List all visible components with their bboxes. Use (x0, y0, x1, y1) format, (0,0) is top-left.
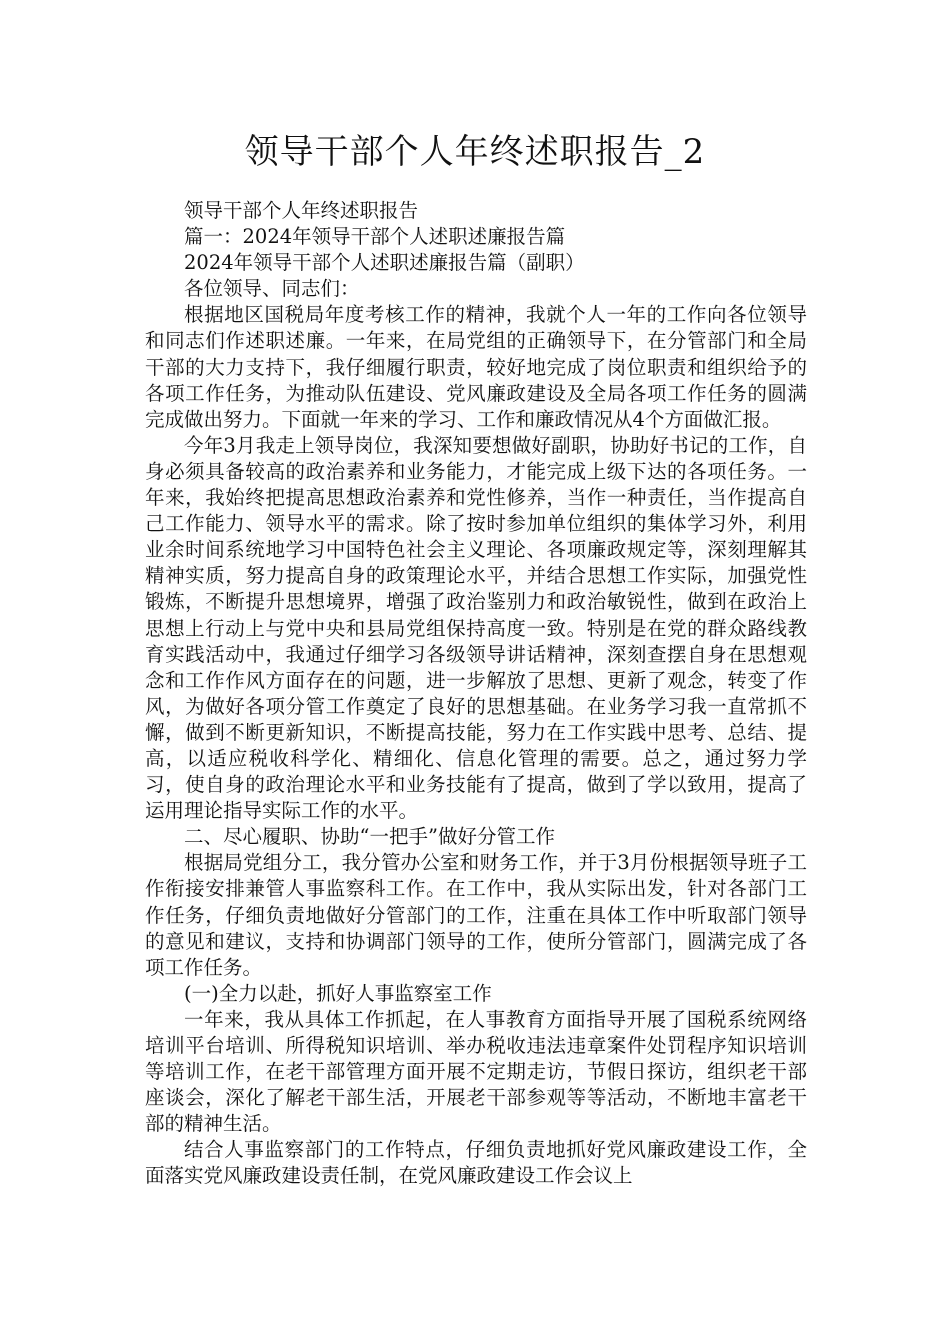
paragraph: 根据局党组分工，我分管办公室和财务工作，并于3月份根据领导班子工作衔接安排兼管人事监察科工作。在工作中，我从实际出发，针对各部门工作任务，仔细负责地做好分管部门的工作，注重在具体工作中听取部门领导的意见和建议，支持和协调部门领导的工作，使所分管部门，圆满完成了各项工作任务。 (145, 851, 807, 979)
paragraph: 今年3月我走上领导岗位，我深知要想做好副职，协助好书记的工作，自身必须具备较高的政治素养和业务能力，才能完成上级下达的各项任务。一年来，我始终把提高思想政治素养和党性修养，当作一种责任，当作提高自己工作能力、领导水平的需求。除了按时参加单位组织的集体学习外，利用业余时间系统地学习中国特色社会主义理论、各项廉政规定等，深刻理解其精神实质，努力提高自身的政策理论水平，并结合思想工作实际，加强党性锻炼，不断提升思想境界，增强了政治鉴别力和政治敏锐性，做到在政治上思想上行动上与党中央和县局党组保持高度一致。特别是在党的群众路线教育实践活动中，我通过仔细学习各级领导讲话精神，深刻查摆自身在思想观念和工作作风方面存在的问题，进一步解放了思想、更新了观念，转变了作风，为做好各项分管工作奠定了良好的思想基础。在业务学习我一直常抓不懈，做到不断更新知识，不断提高技能，努力在工作实践中思考、总结、提高，以适应税收科学化、精细化、信息化管理的需要。总之，通过努力学习，使自身的政治理论水平和业务技能有了提高，做到了学以致用，提高了运用理论指导实际工作的水平。 (145, 433, 807, 823)
paragraph: 各位领导、同志们： (184, 277, 360, 301)
paragraph: 一年来，我从具体工作抓起，在人事教育方面指导开展了国税系统网络培训平台培训、所得税知识培训、举办税收违法违章案件处罚程序知识培训等培训工作，在老干部管理方面开展不定期走访，节假日探访，组织老干部座谈会，深化了解老干部生活，开展老干部参观等等活动，不断地丰富老干部的精神生活。 (145, 1007, 807, 1136)
paragraph: 结合人事监察部门的工作特点，仔细负责地抓好党风廉政建设工作，全面落实党风廉政建设责任制，在党风廉政建设工作会议上 (145, 1138, 807, 1188)
paragraph: 篇一：2024年领导干部个人述职述廉报告篇 (184, 225, 566, 249)
section-heading: 二、尽心履职、协助“一把手”做好分管工作 (184, 825, 555, 849)
subsection-heading: (一)全力以赴，抓好人事监察室工作 (184, 981, 492, 1005)
paragraph: 2024年领导干部个人述职述廉报告篇（副职） (184, 251, 585, 275)
paragraph: 领导干部个人年终述职报告 (184, 199, 419, 222)
document-title: 领导干部个人年终述职报告_2 (244, 132, 706, 172)
paragraph: 根据地区国税局年度考核工作的精神，我就个人一年的工作向各位领导和同志们作述职述廉。一年来，在局党组的正确领导下，在分管部门和全局干部的大力支持下，我仔细履行职责，较好地完成了岗位职责和组织给予的各项工作任务，为推动队伍建设、党风廉政建设及全局各项工作任务的圆满完成做出努力。下面就一年来的学习、工作和廉政情况从4个方面做汇报。 (145, 303, 807, 431)
document-body (145, 198, 807, 1190)
